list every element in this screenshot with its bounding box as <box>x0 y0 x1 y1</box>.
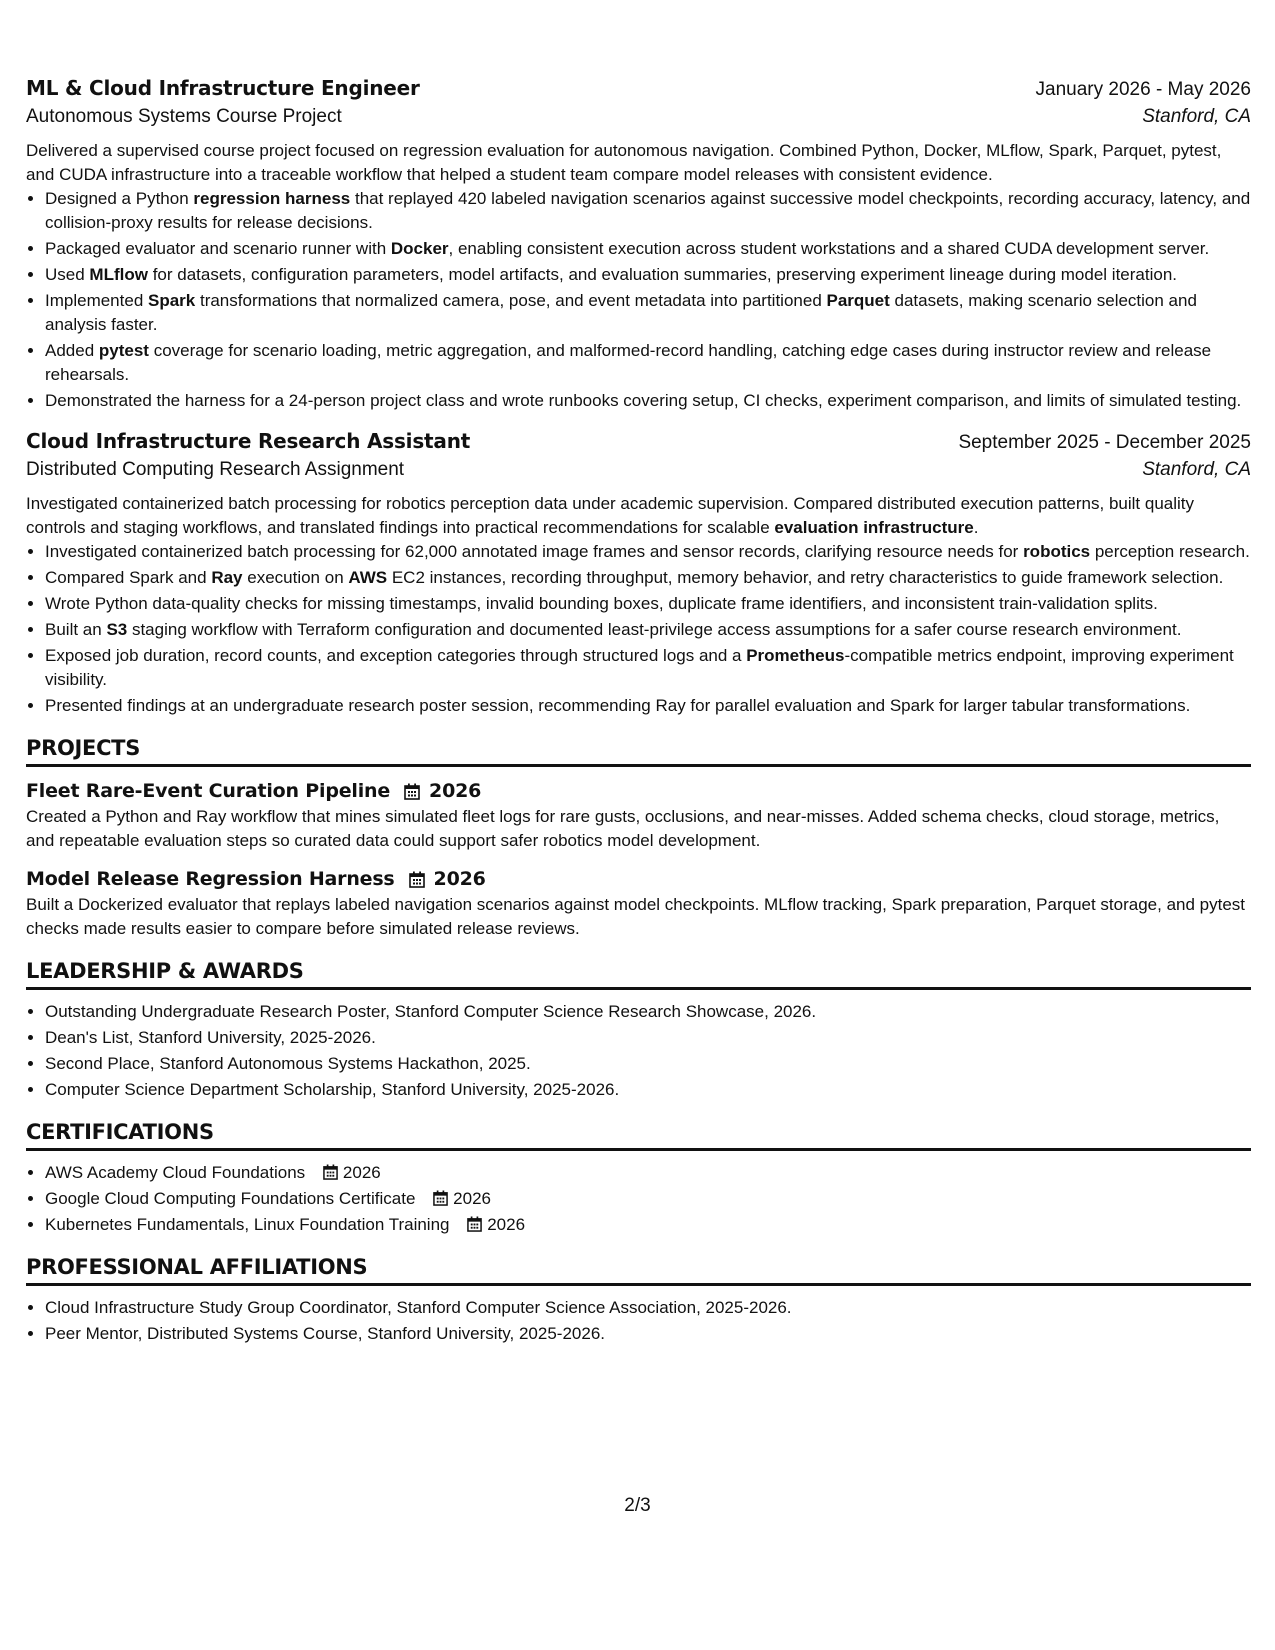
project-year: 2026 <box>433 868 486 890</box>
bullet-item: • Packaged evaluator and scenario runner with Docker, enabling consistent execution across student workstations and a shared CUDA development server. <box>45 237 1251 261</box>
bullet-item: • Investigated containerized batch processing for 62,000 annotated image frames and sensor records, clarifying resource needs for robotics perception research. <box>45 540 1251 564</box>
role-summary: Delivered a supervised course project focused on regression evaluation for autonomous navigation. Combined Python, Docker, MLflow, Spark, Parquet, pytest, and CUDA infrastructure into a traceable workflow that helped a student team compare model releases with consistent evidence. <box>26 141 1222 184</box>
role-title: ML & Cloud Infrastructure Engineer <box>26 76 420 100</box>
bullet-item: • Exposed job duration, record counts, and exception categories through structured logs and a Prometheus-compatible metrics endpoint, improving experiment visibility. <box>45 644 1251 692</box>
experience-entry-2 <box>26 429 1251 718</box>
list-item <box>45 1161 1251 1185</box>
role-location: Stanford, CA <box>1142 106 1251 127</box>
keyword-highlight: regression harness <box>193 189 351 208</box>
keyword-highlight: AWS <box>348 568 388 587</box>
keyword-highlight: pytest <box>98 341 149 360</box>
bullet-item: • Designed a Python regression harness that replayed 420 labeled navigation scenarios against successive model checkpoints, recording accuracy, latency, and collision-proxy results for release decisions. <box>45 187 1251 235</box>
certification-year: 2026 <box>342 1163 381 1182</box>
project-description: Created a Python and Ray workflow that mines simulated fleet logs for rare gusts, occlusions, and near-misses. Added schema checks, cloud storage, metrics, and repeatable evaluation steps so curated data could support safer robotics model development. <box>26 807 1220 850</box>
role-dates: September 2025 - December 2025 <box>958 432 1251 453</box>
role-organization: Autonomous Systems Course Project <box>26 106 342 127</box>
keyword-highlight: Prometheus <box>746 646 845 665</box>
role-organization: Distributed Computing Research Assignment <box>26 459 405 480</box>
project-year: 2026 <box>429 780 482 802</box>
certification-name: Google Cloud Computing Foundations Certificate <box>45 1189 416 1208</box>
certification-year: 2026 <box>487 1215 526 1234</box>
calendar-icon <box>467 1216 482 1232</box>
keyword-highlight: Parquet <box>826 291 890 310</box>
bullet-item: • Wrote Python data-quality checks for missing timestamps, invalid bounding boxes, duplicate frame identifiers, and inconsistent train-validation splits. <box>45 592 1251 616</box>
calendar-icon <box>409 871 425 888</box>
bullet-item: • Presented findings at an undergraduate research poster session, recommending Ray for parallel evaluation and Spark for larger tabular transformations. <box>45 694 1251 718</box>
experience-entry-1 <box>26 76 1251 413</box>
bullet-item: • Built an S3 staging workflow with Terraform configuration and documented least-privilege access assumptions for a safer course research environment. <box>45 618 1251 642</box>
list-item: • Outstanding Undergraduate Research Poster, Stanford Computer Science Research Showcase, 2026. <box>45 1000 1251 1024</box>
calendar-icon <box>323 1164 338 1180</box>
list-item <box>45 1213 1251 1237</box>
keyword-highlight: Spark <box>148 291 196 310</box>
role-summary: Investigated containerized batch processing for robotics perception data under academic supervision. Compared distributed execution patterns, built quality controls and staging workflows, and translated findings into practical recommendations for scalable evaluation infrastructure. <box>26 494 1195 537</box>
role-location: Stanford, CA <box>1142 459 1251 480</box>
section-heading-affiliations: PROFESSIONAL AFFILIATIONS <box>26 1255 1251 1286</box>
projects-section <box>26 736 1251 941</box>
page-number: 2/3 <box>624 1495 651 1516</box>
certification-name: AWS Academy Cloud Foundations <box>45 1163 306 1182</box>
certifications-section <box>26 1120 1251 1237</box>
bullet-item: • Added pytest coverage for scenario loading, metric aggregation, and malformed-record handling, catching edge cases during instructor review and release rehearsals. <box>45 339 1251 387</box>
certifications-list <box>26 1161 1251 1237</box>
role-title: Cloud Infrastructure Research Assistant <box>26 429 471 453</box>
keyword-highlight: MLflow <box>89 265 148 284</box>
project-name: Model Release Regression Harness <box>26 868 395 890</box>
section-heading-projects: PROJECTS <box>26 736 1251 767</box>
resume-page <box>26 76 1251 1348</box>
list-item: • Dean's List, Stanford University, 2025-2026. <box>45 1026 1251 1050</box>
list-item <box>45 1187 1251 1211</box>
role-bullets <box>26 187 1251 413</box>
section-heading-leadership: LEADERSHIP & AWARDS <box>26 959 1251 990</box>
role-dates: January 2026 - May 2026 <box>1035 79 1251 100</box>
list-item: • Computer Science Department Scholarship, Stanford University, 2025-2026. <box>45 1078 1251 1102</box>
leadership-section <box>26 959 1251 1102</box>
section-heading-certifications: CERTIFICATIONS <box>26 1120 1251 1151</box>
keyword-highlight: S3 <box>106 620 128 639</box>
affiliations-list <box>26 1296 1251 1346</box>
list-item: • Cloud Infrastructure Study Group Coordinator, Stanford Computer Science Association, 2025-2026. <box>45 1296 1251 1320</box>
affiliations-section <box>26 1255 1251 1346</box>
list-item: • Peer Mentor, Distributed Systems Course, Stanford University, 2025-2026. <box>45 1322 1251 1346</box>
list-item: • Second Place, Stanford Autonomous Systems Hackathon, 2025. <box>45 1052 1251 1076</box>
role-bullets <box>26 540 1251 718</box>
bullet-item: • Used MLflow for datasets, configuration parameters, model artifacts, and evaluation summaries, preserving experiment lineage during model iteration. <box>45 263 1251 287</box>
project-name: Fleet Rare-Event Curation Pipeline <box>26 780 391 802</box>
certification-year: 2026 <box>453 1189 491 1208</box>
project-entry <box>26 865 1251 941</box>
certification-name: Kubernetes Fundamentals, Linux Foundation Training <box>45 1215 450 1234</box>
calendar-icon <box>404 783 420 800</box>
bullet-item: • Demonstrated the harness for a 24-person project class and wrote runbooks covering setup, CI checks, experiment comparison, and limits of simulated testing. <box>45 389 1251 413</box>
keyword-highlight: evaluation infrastructure <box>774 518 974 537</box>
bullet-item: • Compared Spark and Ray execution on AWS EC2 instances, recording throughput, memory behavior, and retry characteristics to guide framework selection. <box>45 566 1251 590</box>
bullet-item: • Implemented Spark transformations that normalized camera, pose, and event metadata into partitioned Parquet datasets, making scenario selection and analysis faster. <box>45 289 1251 337</box>
project-description: Built a Dockerized evaluator that replays labeled navigation scenarios against model checkpoints. MLflow tracking, Spark preparation, Parquet storage, and pytest checks made results easier to compare before simulated release reviews. <box>26 895 1246 938</box>
keyword-highlight: Docker <box>390 239 449 258</box>
project-entry <box>26 777 1251 853</box>
keyword-highlight: Ray <box>211 568 243 587</box>
calendar-icon <box>433 1190 448 1206</box>
awards-list <box>26 1000 1251 1102</box>
keyword-highlight: robotics <box>1023 542 1091 561</box>
